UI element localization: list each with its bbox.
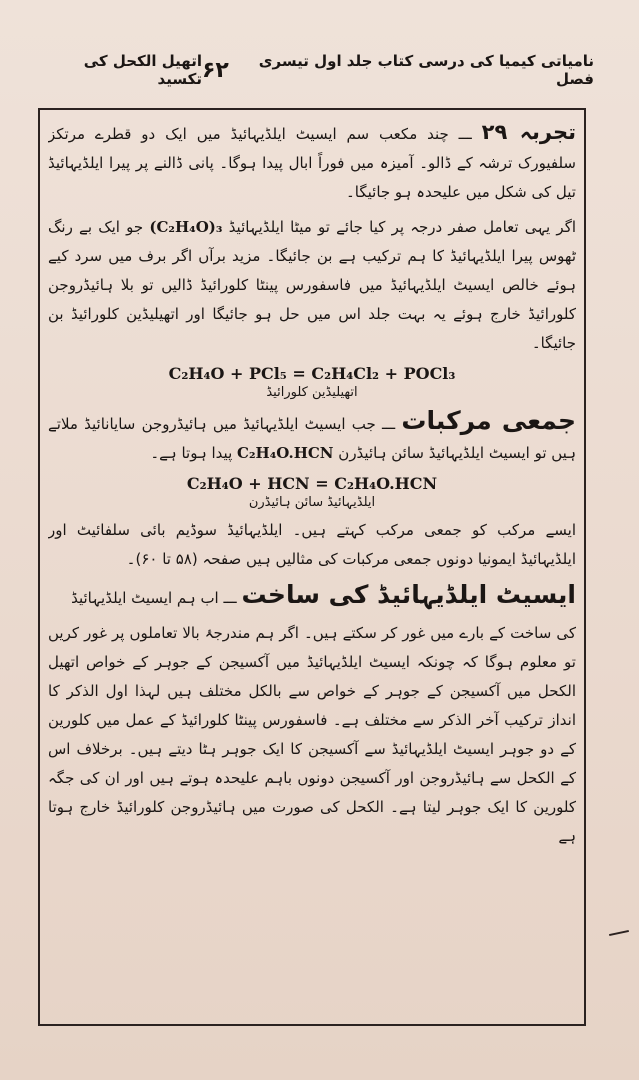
paragraph-metaldehyde [48, 213, 576, 358]
paragraph-addition-compounds [48, 406, 576, 468]
section-heading: جمعی مرکبات [401, 406, 576, 435]
equation-caption: اتھیلیڈین کلورائیڈ [266, 385, 358, 400]
experiment-label: تجربہ ۲۹ [481, 120, 576, 144]
equation-pcl5: C₂H₄O + PCl₅ = C₂H₄Cl₂ + POCl₃ [168, 364, 456, 383]
running-header [40, 50, 594, 90]
paragraph-text: اگر یہی تعامل صفر درجہ پر کیا جائے تو میٹا ایلڈیہائیڈ [228, 218, 576, 236]
page-text [48, 118, 576, 1018]
paragraph-structure-heading [48, 580, 576, 613]
inline-formula: C₂H₄O.HCN [237, 444, 334, 462]
margin-mark [609, 930, 629, 936]
paragraph-experiment [48, 118, 576, 207]
paragraph-text: پیدا ہوتا ہے۔ [150, 444, 233, 462]
inline-formula: (C₂H₄O)₃ [149, 218, 223, 236]
paragraph-text: ـــ جب ایسیٹ ایلڈیہائیڈ میں ہائیڈروجن سایانائیڈ ملاتے ہیں تو ایسیٹ ایلڈیہائیڈ سائن ہائیڈرن [48, 415, 576, 462]
experiment-text: ـــ چند مکعب سم ایسیٹ ایلڈیہائیڈ میں ایک دو قطرے مرتکز سلفیورک ترشہ کے ڈالو۔ آمیزہ میں فوراً ابال پیدا ہوگا۔ پانی ڈالنے پر پیرا ایلڈیہائیڈ تیل کی شکل میں علیحدہ ہو جائیگا۔ [48, 125, 576, 201]
page-number: ۶۲ [201, 57, 229, 83]
paragraph-text: جو ایک بے رنگ ٹھوس پیرا ایلڈیہائیڈ کا ہم ترکیب ہے بن جائیگا۔ مزید برآں اگر برف میں سرد کیے ہوئے خالص ایسیٹ ایلڈیہائیڈ میں فاسفورس پینٹا کلورائیڈ ڈالیں تو بلا ہائیڈروجن کلورائیڈ خارج ہوئے یہ بہت جلد اس میں حل ہو جائیگا اور اتھیلیڈین کلورائیڈ بن جائیگا۔ [48, 218, 576, 352]
section-heading: ایسیٹ ایلڈیہائیڈ کی ساخت [241, 580, 576, 609]
equation-hcn: C₂H₄O + HCN = C₂H₄O.HCN [186, 474, 438, 493]
chapter-title: نامیاتی کیمیا کی درسی کتاب جلد اول تیسری فصل [258, 52, 594, 88]
paragraph-structure: کی ساخت کے بارے میں غور کر سکتے ہیں۔ اگر ہم مندرجۂ بالا تعاملوں پر غور کریں تو معلوم ہوگا کہ چونکہ ایسیٹ ایلڈیہائیڈ میں آکسیجن کے جوہر کے خواص اتھیل الکحل میں آکسیجن کے جوہر کے خواص سے بالکل مختلف ہیں لہذا اول الذکر کا انداز ترکیب آخر الذکر سے مختلف ہے۔ فاسفورس پینٹا کلورائیڈ کے عمل میں کلورین کے دو جوہر ایسیٹ ایلڈیہائیڈ سے آکسیجن کا ایک جوہر ہٹا دیتے ہیں۔ برخلاف اس کے الکحل سے ہائیڈروجن اور آکسیجن دونوں باہم علیحدہ ہوتے ہیں اور ان کی جگہ کلورین کا ایک جوہر لیتا ہے۔ الکحل کی صورت میں ہائیڈروجن کلورائیڈ خارج ہوتا ہے [48, 624, 576, 845]
paragraph-examples: ایسے مرکب کو جمعی مرکب کہتے ہیں۔ ایلڈیہائیڈ سوڈیم بائی سلفائیٹ اور ایلڈیہائیڈ ایمونیا دونوں جمعی مرکبات کی مثالیں ہیں صفحہ (۵۸ تا ۶۰)۔ [48, 521, 576, 568]
equation-caption: ایلڈیہائیڈ سائن ہائیڈرن [248, 495, 376, 510]
paragraph-text: ـــ اب ہم ایسیٹ ایلڈیہائیڈ [71, 589, 237, 607]
section-title: اتھیل الکحل کی تکسید [83, 52, 202, 88]
